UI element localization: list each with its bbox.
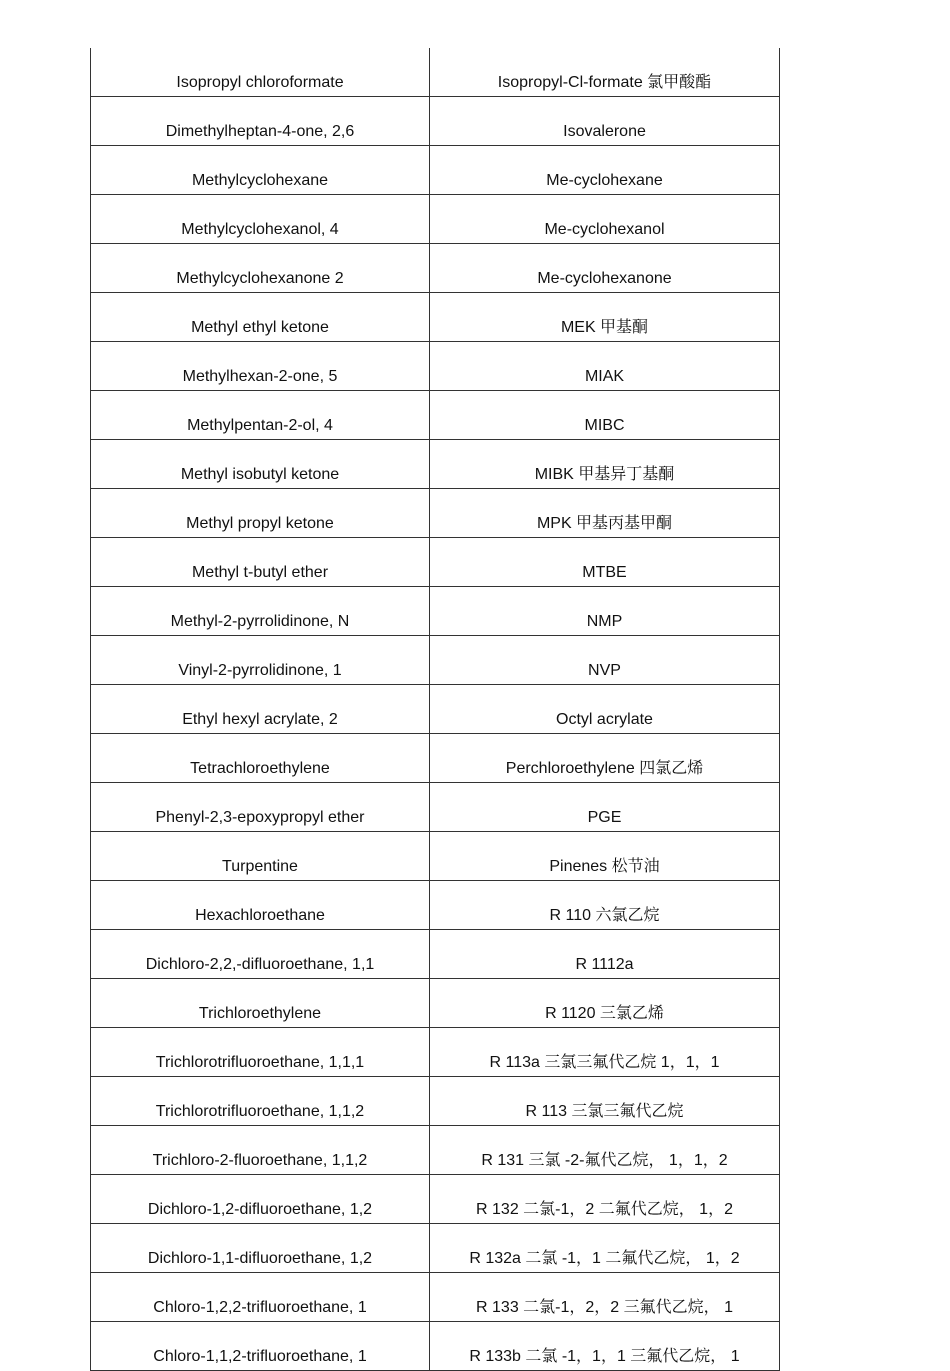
table-row <box>91 734 780 783</box>
synonym-cell: R 133 二氯-1，2，2 三氟代乙烷， 1 <box>430 1273 780 1322</box>
table-row <box>91 48 780 97</box>
chemical-name-cell: Methyl ethyl ketone <box>91 293 430 342</box>
synonym-cell: NVP <box>430 636 780 685</box>
table-row <box>91 1273 780 1322</box>
synonym-cell: Perchloroethylene 四氯乙烯 <box>430 734 780 783</box>
synonym-cell: R 113 三氯三氟代乙烷 <box>430 1077 780 1126</box>
chemical-name-cell: Chloro-1,1,2-trifluoroethane, 1 <box>91 1322 430 1371</box>
synonym-cell: R 1112a <box>430 930 780 979</box>
table-row <box>91 1028 780 1077</box>
synonym-cell: Pinenes 松节油 <box>430 832 780 881</box>
table-row <box>91 391 780 440</box>
chemical-name-cell: Phenyl-2,3-epoxypropyl ether <box>91 783 430 832</box>
table-row <box>91 1322 780 1371</box>
chemical-name-cell: Methylcyclohexanol, 4 <box>91 195 430 244</box>
table-row <box>91 538 780 587</box>
synonym-cell: R 1120 三氯乙烯 <box>430 979 780 1028</box>
chemical-name-cell: Trichloroethylene <box>91 979 430 1028</box>
synonym-cell: R 133b 二氯 -1，1，1 三氟代乙烷， 1 <box>430 1322 780 1371</box>
chemical-name-cell: Tetrachloroethylene <box>91 734 430 783</box>
synonym-cell: MPK 甲基丙基甲酮 <box>430 489 780 538</box>
chemical-name-cell: Methylcyclohexanone 2 <box>91 244 430 293</box>
table-row <box>91 979 780 1028</box>
synonym-cell: Me-cyclohexane <box>430 146 780 195</box>
table-row <box>91 293 780 342</box>
chemical-name-cell: Methyl t-butyl ether <box>91 538 430 587</box>
chemical-name-cell: Ethyl hexyl acrylate, 2 <box>91 685 430 734</box>
synonym-cell: R 131 三氯 -2-氟代乙烷， 1，1，2 <box>430 1126 780 1175</box>
table-row <box>91 342 780 391</box>
table-row <box>91 1224 780 1273</box>
chemical-name-cell: Hexachloroethane <box>91 881 430 930</box>
synonym-cell: MIBC <box>430 391 780 440</box>
synonym-cell: Me-cyclohexanol <box>430 195 780 244</box>
synonym-cell: MIBK 甲基异丁基酮 <box>430 440 780 489</box>
synonym-cell: Isopropyl-Cl-formate 氯甲酸酯 <box>430 48 780 97</box>
table-row <box>91 832 780 881</box>
table-row <box>91 881 780 930</box>
table-body <box>91 48 780 1371</box>
table-row <box>91 587 780 636</box>
chemical-name-cell: Dimethylheptan-4-one, 2,6 <box>91 97 430 146</box>
chemical-name-cell: Methyl propyl ketone <box>91 489 430 538</box>
synonym-cell: Isovalerone <box>430 97 780 146</box>
solvent-name-table-container <box>90 48 779 1371</box>
chemical-name-cell: Methylpentan-2-ol, 4 <box>91 391 430 440</box>
synonym-cell: R 132a 二氯 -1，1 二氟代乙烷， 1，2 <box>430 1224 780 1273</box>
chemical-name-cell: Dichloro-2,2,-difluoroethane, 1,1 <box>91 930 430 979</box>
synonym-cell: Me-cyclohexanone <box>430 244 780 293</box>
chemical-name-cell: Methyl isobutyl ketone <box>91 440 430 489</box>
synonym-cell: PGE <box>430 783 780 832</box>
chemical-name-cell: Trichloro-2-fluoroethane, 1,1,2 <box>91 1126 430 1175</box>
table-row <box>91 930 780 979</box>
synonym-cell: Octyl acrylate <box>430 685 780 734</box>
synonym-cell: MIAK <box>430 342 780 391</box>
table-row <box>91 489 780 538</box>
table-row <box>91 1175 780 1224</box>
table-row <box>91 685 780 734</box>
synonym-cell: R 113a 三氯三氟代乙烷 1，1，1 <box>430 1028 780 1077</box>
synonym-cell: R 132 二氯-1，2 二氟代乙烷， 1，2 <box>430 1175 780 1224</box>
table-row <box>91 783 780 832</box>
table-row <box>91 1126 780 1175</box>
table-row <box>91 146 780 195</box>
synonym-cell: NMP <box>430 587 780 636</box>
table-row <box>91 244 780 293</box>
table-row <box>91 440 780 489</box>
chemical-name-cell: Methyl-2-pyrrolidinone, N <box>91 587 430 636</box>
table-row <box>91 636 780 685</box>
synonym-cell: MEK 甲基酮 <box>430 293 780 342</box>
table-row <box>91 1077 780 1126</box>
chemical-name-cell: Isopropyl chloroformate <box>91 48 430 97</box>
chemical-name-cell: Vinyl-2-pyrrolidinone, 1 <box>91 636 430 685</box>
chemical-name-cell: Methylcyclohexane <box>91 146 430 195</box>
chemical-name-cell: Trichlorotrifluoroethane, 1,1,1 <box>91 1028 430 1077</box>
synonym-cell: R 110 六氯乙烷 <box>430 881 780 930</box>
chemical-name-cell: Dichloro-1,2-difluoroethane, 1,2 <box>91 1175 430 1224</box>
table-row <box>91 97 780 146</box>
chemical-name-cell: Turpentine <box>91 832 430 881</box>
solvent-name-table <box>90 48 780 1371</box>
chemical-name-cell: Chloro-1,2,2-trifluoroethane, 1 <box>91 1273 430 1322</box>
chemical-name-cell: Methylhexan-2-one, 5 <box>91 342 430 391</box>
table-row <box>91 195 780 244</box>
chemical-name-cell: Trichlorotrifluoroethane, 1,1,2 <box>91 1077 430 1126</box>
synonym-cell: MTBE <box>430 538 780 587</box>
chemical-name-cell: Dichloro-1,1-difluoroethane, 1,2 <box>91 1224 430 1273</box>
